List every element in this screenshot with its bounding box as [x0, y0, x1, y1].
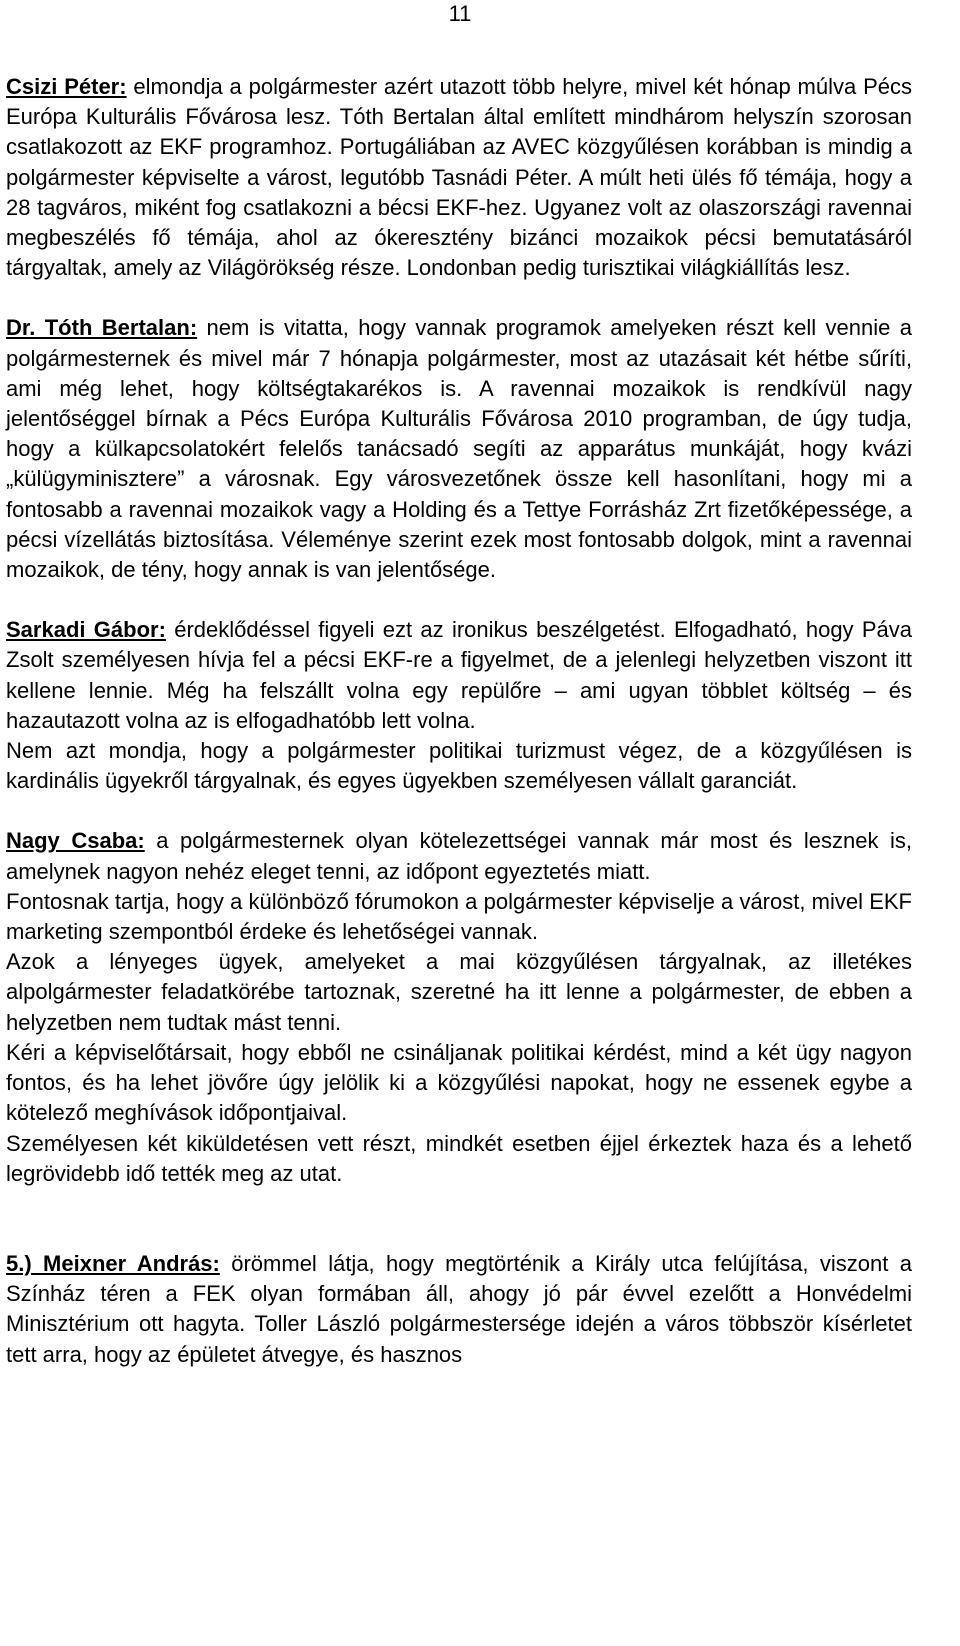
- paragraph-nagy-cont-1: [6, 887, 912, 947]
- paragraph-nagy: [6, 826, 912, 886]
- page-number: 11: [448, 1, 472, 26]
- paragraph-meixner: [6, 1249, 912, 1370]
- speaker-name: Csizi Péter:: [6, 74, 127, 99]
- paragraph-text: elmondja a polgármester azért utazott több helyre, mivel két hónap múlva Pécs Európa Kulturális Fővárosa lesz. Tóth Bertalan által említett mindhárom helyszín szorosan csatlakozott az EKF programhoz. Portugáliában az AVEC közgyűlésen korábban is mindig a polgármester képviselte a várost, legutóbb Tasnádi Péter. A múlt heti ülés fő témája, hogy a 28 tagváros, miként fog csatlakozni a bécsi EKF-hez. Ugyanez volt az olaszországi ravennai megbeszélés fő témája, ahol az ókeresztény bizánci mozaikok pécsi bemutatásáról tárgyaltak, amely az Világörökség része. Londonban pedig turisztikai világkiállítás lesz.: [6, 74, 912, 281]
- speaker-name: Sarkadi Gábor:: [6, 617, 166, 643]
- paragraph-sarkadi-cont: [6, 736, 912, 796]
- speaker-name: 5.) Meixner András:: [6, 1250, 220, 1276]
- paragraph-text: érdeklődéssel figyeli ezt az ironikus beszélgetést. Elfogadható, hogy Páva Zsolt személyesen hívja fel a pécsi EKF-re a figyelmet, de a jelenlegi helyzetben viszont itt kellene lennie. Még ha felszállt volna egy repülőre – ami ugyan többlet költség – és hazautazott volna az is elfogadhatóbb lett volna.: [6, 617, 912, 733]
- paragraph-toth: [6, 313, 912, 585]
- paragraph-csizi: [6, 72, 912, 283]
- speaker-name: Dr. Tóth Bertalan:: [6, 315, 198, 341]
- speaker-name: Nagy Csaba:: [6, 828, 145, 854]
- paragraph-nagy-cont-3: [6, 1038, 912, 1129]
- document-body: [6, 72, 912, 1370]
- paragraph-text: Fontosnak tartja, hogy a különböző fórumokon a polgármester képviselje a várost, mivel EKF marketing szempontból érdeke és lehetőségei vannak.: [6, 888, 912, 945]
- paragraph-text: Nem azt mondja, hogy a polgármester politikai turizmust végez, de a közgyűlésen is kardinális ügyekről tárgyalnak, és egyes ügyekben személyesen vállalt garanciát.: [6, 738, 912, 794]
- paragraph-nagy-cont-4: [6, 1129, 912, 1189]
- paragraph-text: Azok a lényeges ügyek, amelyeket a mai közgyűlésen tárgyalnak, az illetékes alpolgármester feladatkörébe tartoznak, szeretné ha itt lenne a polgármester, de ebben a helyzetben nem tudtak mást tenni.: [6, 949, 912, 1035]
- paragraph-text: Kéri a képviselőtársait, hogy ebből ne csináljanak politikai kérdést, mind a két ügy nagyon fontos, és ha lehet jövőre úgy jelölik ki a közgyűlési napokat, hogy ne essenek egybe a kötelező meghívások időpontjaival.: [6, 1039, 912, 1126]
- paragraph-nagy-cont-2: [6, 947, 912, 1038]
- paragraph-text: nem is vitatta, hogy vannak programok amelyeken részt kell vennie a polgármesternek és mivel már 7 hónapja polgármester, most az utazásait két hétbe sűríti, ami még lehet, hogy költségtakarékos is. A ravennai mozaikok is rendkívül nagy jelentőséggel bírnak a Pécs Európa Kulturális Fővárosa 2010 programban, de úgy tudja, hogy a külkapcsolatokért felelős tanácsadó segíti az apparátus munkáját, hogy kvázi „külügyminisztere” a városnak. Egy városvezetőnek össze kell hasonlítani, hogy mi a fontosabb a ravennai mozaikok vagy a Holding és a Tettye Forrásház Zrt fizetőképessége, a pécsi vízellátás biztosítása. Véleménye szerint ezek most fontosabb dolgok, mint a ravennai mozaikok, de tény, hogy annak is van jelentősége.: [6, 315, 912, 583]
- paragraph-text: örömmel látja, hogy megtörténik a Király utca felújítása, viszont a Színház téren a FEK olyan formában áll, ahogy jó pár évvel ezelőtt a Honvédelmi Minisztérium ott hagyta. Toller László polgármestersége idején a város többször kísérletet tett arra, hogy az épületet átvegye, és hasznos: [6, 1250, 912, 1367]
- paragraph-text: a polgármesternek olyan kötelezettségei vannak már most és lesznek is, amelynek nagyon nehéz eleget tenni, az időpont egyeztetés miatt.: [6, 828, 912, 884]
- paragraph-sarkadi: [6, 615, 912, 736]
- paragraph-text: Személyesen két kiküldetésen vett részt, mindkét esetben éjjel érkeztek haza és a lehető legrövidebb idő tették meg az utat.: [6, 1130, 912, 1186]
